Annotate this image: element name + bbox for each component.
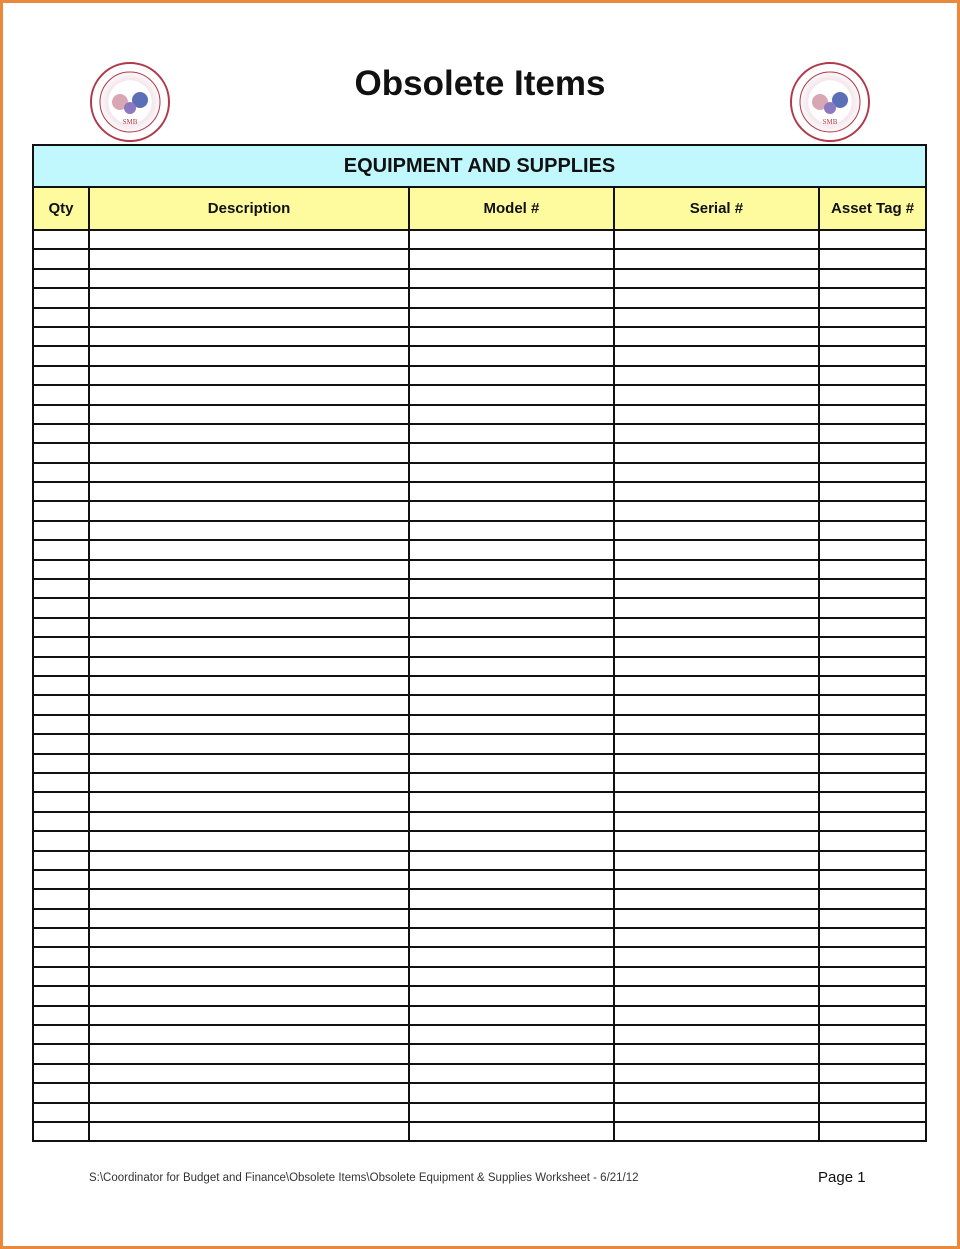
table-row	[33, 443, 926, 462]
cell-serial[interactable]	[614, 715, 819, 734]
cell-qty[interactable]	[33, 754, 89, 773]
cell-serial[interactable]	[614, 928, 819, 947]
cell-model[interactable]	[409, 1083, 614, 1102]
cell-model[interactable]	[409, 831, 614, 850]
cell-qty[interactable]	[33, 540, 89, 559]
cell-model[interactable]	[409, 909, 614, 928]
table-row	[33, 1083, 926, 1102]
cell-qty[interactable]	[33, 521, 89, 540]
cell-description[interactable]	[89, 947, 409, 966]
cell-qty[interactable]	[33, 424, 89, 443]
cell-asset-tag[interactable]	[819, 482, 926, 501]
cell-serial[interactable]	[614, 230, 819, 249]
cell-model[interactable]	[409, 657, 614, 676]
cell-qty[interactable]	[33, 1122, 89, 1141]
cell-asset-tag[interactable]	[819, 657, 926, 676]
cell-qty[interactable]	[33, 405, 89, 424]
cell-serial[interactable]	[614, 482, 819, 501]
cell-qty[interactable]	[33, 831, 89, 850]
cell-description[interactable]	[89, 967, 409, 986]
cell-asset-tag[interactable]	[819, 1083, 926, 1102]
cell-qty[interactable]	[33, 909, 89, 928]
cell-qty[interactable]	[33, 327, 89, 346]
cell-model[interactable]	[409, 773, 614, 792]
cell-qty[interactable]	[33, 928, 89, 947]
cell-serial[interactable]	[614, 986, 819, 1005]
cell-model[interactable]	[409, 928, 614, 947]
cell-asset-tag[interactable]	[819, 424, 926, 443]
cell-qty[interactable]	[33, 812, 89, 831]
cell-serial[interactable]	[614, 909, 819, 928]
cell-description[interactable]	[89, 230, 409, 249]
cell-model[interactable]	[409, 269, 614, 288]
table-row	[33, 327, 926, 346]
column-header-model: Model #	[409, 187, 614, 230]
cell-model[interactable]	[409, 327, 614, 346]
cell-description[interactable]	[89, 831, 409, 850]
cell-qty[interactable]	[33, 657, 89, 676]
cell-qty[interactable]	[33, 308, 89, 327]
cell-qty[interactable]	[33, 773, 89, 792]
cell-qty[interactable]	[33, 560, 89, 579]
cell-description[interactable]	[89, 385, 409, 404]
cell-description[interactable]	[89, 1006, 409, 1025]
table-row	[33, 1044, 926, 1063]
cell-description[interactable]	[89, 715, 409, 734]
cell-description[interactable]	[89, 560, 409, 579]
cell-asset-tag[interactable]	[819, 967, 926, 986]
cell-qty[interactable]	[33, 598, 89, 617]
cell-qty[interactable]	[33, 443, 89, 462]
cell-description[interactable]	[89, 1103, 409, 1122]
cell-qty[interactable]	[33, 792, 89, 811]
cell-asset-tag[interactable]	[819, 851, 926, 870]
cell-description[interactable]	[89, 812, 409, 831]
cell-model[interactable]	[409, 792, 614, 811]
table-row	[33, 618, 926, 637]
table-row	[33, 947, 926, 966]
cell-asset-tag[interactable]	[819, 443, 926, 462]
cell-qty[interactable]	[33, 1064, 89, 1083]
cell-description[interactable]	[89, 986, 409, 1005]
cell-model[interactable]	[409, 405, 614, 424]
cell-description[interactable]	[89, 346, 409, 365]
table-row	[33, 695, 926, 714]
cell-asset-tag[interactable]	[819, 734, 926, 753]
cell-model[interactable]	[409, 695, 614, 714]
cell-asset-tag[interactable]	[819, 695, 926, 714]
cell-model[interactable]	[409, 889, 614, 908]
cell-asset-tag[interactable]	[819, 889, 926, 908]
table-row	[33, 463, 926, 482]
cell-description[interactable]	[89, 482, 409, 501]
cell-model[interactable]	[409, 870, 614, 889]
cell-serial[interactable]	[614, 1083, 819, 1102]
cell-qty[interactable]	[33, 1006, 89, 1025]
column-header-qty: Qty	[33, 187, 89, 230]
cell-description[interactable]	[89, 405, 409, 424]
cell-asset-tag[interactable]	[819, 308, 926, 327]
svg-text:SMB: SMB	[822, 118, 838, 126]
cell-description[interactable]	[89, 1122, 409, 1141]
footer-file-path: S:\Coordinator for Budget and Finance\Obsolete Items\Obsolete Equipment & Supplies Worksheet - 6/21/12	[89, 1172, 639, 1184]
cell-serial[interactable]	[614, 366, 819, 385]
cell-model[interactable]	[409, 947, 614, 966]
cell-serial[interactable]	[614, 463, 819, 482]
table-row	[33, 385, 926, 404]
table-row	[33, 521, 926, 540]
cell-description[interactable]	[89, 501, 409, 520]
cell-serial[interactable]	[614, 637, 819, 656]
table-row	[33, 405, 926, 424]
cell-qty[interactable]	[33, 695, 89, 714]
column-header-serial: Serial #	[614, 187, 819, 230]
cell-asset-tag[interactable]	[819, 288, 926, 307]
cell-description[interactable]	[89, 463, 409, 482]
cell-asset-tag[interactable]	[819, 521, 926, 540]
table-row	[33, 540, 926, 559]
table-row	[33, 889, 926, 908]
cell-qty[interactable]	[33, 269, 89, 288]
table-row	[33, 598, 926, 617]
table-row	[33, 870, 926, 889]
cell-asset-tag[interactable]	[819, 540, 926, 559]
cell-model[interactable]	[409, 308, 614, 327]
cell-model[interactable]	[409, 501, 614, 520]
cell-model[interactable]	[409, 385, 614, 404]
cell-model[interactable]	[409, 734, 614, 753]
cell-description[interactable]	[89, 288, 409, 307]
table-row	[33, 249, 926, 268]
table-row	[33, 928, 926, 947]
cell-serial[interactable]	[614, 792, 819, 811]
cell-serial[interactable]	[614, 676, 819, 695]
items-table	[32, 144, 927, 1142]
cell-asset-tag[interactable]	[819, 1064, 926, 1083]
cell-asset-tag[interactable]	[819, 1025, 926, 1044]
cell-description[interactable]	[89, 366, 409, 385]
cell-qty[interactable]	[33, 579, 89, 598]
cell-serial[interactable]	[614, 889, 819, 908]
cell-model[interactable]	[409, 1064, 614, 1083]
cell-qty[interactable]	[33, 734, 89, 753]
cell-model[interactable]	[409, 288, 614, 307]
cell-model[interactable]	[409, 482, 614, 501]
cell-serial[interactable]	[614, 1064, 819, 1083]
cell-asset-tag[interactable]	[819, 870, 926, 889]
table-row	[33, 308, 926, 327]
cell-serial[interactable]	[614, 618, 819, 637]
page-title: Obsolete Items	[354, 64, 606, 103]
cell-asset-tag[interactable]	[819, 715, 926, 734]
cell-asset-tag[interactable]	[819, 501, 926, 520]
cell-serial[interactable]	[614, 288, 819, 307]
cell-qty[interactable]	[33, 947, 89, 966]
cell-model[interactable]	[409, 366, 614, 385]
cell-model[interactable]	[409, 346, 614, 365]
table-row	[33, 560, 926, 579]
cell-asset-tag[interactable]	[819, 598, 926, 617]
cell-serial[interactable]	[614, 695, 819, 714]
cell-description[interactable]	[89, 540, 409, 559]
table-row	[33, 1122, 926, 1141]
cell-model[interactable]	[409, 967, 614, 986]
table-row	[33, 579, 926, 598]
cell-description[interactable]	[89, 928, 409, 947]
cell-description[interactable]	[89, 637, 409, 656]
cell-qty[interactable]	[33, 249, 89, 268]
cell-serial[interactable]	[614, 501, 819, 520]
cell-asset-tag[interactable]	[819, 754, 926, 773]
cell-serial[interactable]	[614, 1122, 819, 1141]
cell-qty[interactable]	[33, 1044, 89, 1063]
cell-model[interactable]	[409, 424, 614, 443]
table-row	[33, 986, 926, 1005]
cell-model[interactable]	[409, 230, 614, 249]
cell-serial[interactable]	[614, 1006, 819, 1025]
cell-serial[interactable]	[614, 1103, 819, 1122]
cell-description[interactable]	[89, 851, 409, 870]
table-row	[33, 288, 926, 307]
column-header-description: Description	[89, 187, 409, 230]
cell-model[interactable]	[409, 1025, 614, 1044]
cell-model[interactable]	[409, 463, 614, 482]
table-row	[33, 482, 926, 501]
cell-description[interactable]	[89, 1064, 409, 1083]
table-row	[33, 637, 926, 656]
column-header-asset-tag: Asset Tag #	[819, 187, 926, 230]
cell-qty[interactable]	[33, 715, 89, 734]
cell-serial[interactable]	[614, 851, 819, 870]
cell-description[interactable]	[89, 521, 409, 540]
cell-asset-tag[interactable]	[819, 1006, 926, 1025]
cell-qty[interactable]	[33, 967, 89, 986]
cell-description[interactable]	[89, 889, 409, 908]
cell-description[interactable]	[89, 598, 409, 617]
cell-model[interactable]	[409, 249, 614, 268]
table-row	[33, 773, 926, 792]
cell-model[interactable]	[409, 560, 614, 579]
cell-serial[interactable]	[614, 1044, 819, 1063]
cell-description[interactable]	[89, 676, 409, 695]
cell-description[interactable]	[89, 443, 409, 462]
cell-serial[interactable]	[614, 540, 819, 559]
cell-asset-tag[interactable]	[819, 385, 926, 404]
cell-asset-tag[interactable]	[819, 327, 926, 346]
cell-description[interactable]	[89, 754, 409, 773]
cell-serial[interactable]	[614, 521, 819, 540]
cell-asset-tag[interactable]	[819, 812, 926, 831]
cell-asset-tag[interactable]	[819, 1103, 926, 1122]
cell-serial[interactable]	[614, 598, 819, 617]
table-row	[33, 792, 926, 811]
cell-serial[interactable]	[614, 773, 819, 792]
cell-model[interactable]	[409, 715, 614, 734]
table-row	[33, 230, 926, 249]
cell-asset-tag[interactable]	[819, 831, 926, 850]
cell-serial[interactable]	[614, 967, 819, 986]
table-row	[33, 1064, 926, 1083]
cell-model[interactable]	[409, 676, 614, 695]
cell-asset-tag[interactable]	[819, 1122, 926, 1141]
cell-qty[interactable]	[33, 482, 89, 501]
page-number: Page 1	[818, 1169, 866, 1186]
cell-asset-tag[interactable]	[819, 366, 926, 385]
cell-serial[interactable]	[614, 947, 819, 966]
table-row	[33, 424, 926, 443]
table-row	[33, 366, 926, 385]
cell-asset-tag[interactable]	[819, 928, 926, 947]
cell-model[interactable]	[409, 540, 614, 559]
cell-qty[interactable]	[33, 618, 89, 637]
cell-qty[interactable]	[33, 870, 89, 889]
cell-serial[interactable]	[614, 812, 819, 831]
cell-description[interactable]	[89, 424, 409, 443]
cell-qty[interactable]	[33, 1025, 89, 1044]
cell-qty[interactable]	[33, 851, 89, 870]
table-row	[33, 812, 926, 831]
cell-serial[interactable]	[614, 734, 819, 753]
cell-model[interactable]	[409, 812, 614, 831]
table-row	[33, 501, 926, 520]
svg-text:SMB: SMB	[122, 118, 138, 126]
table-row	[33, 831, 926, 850]
cell-model[interactable]	[409, 521, 614, 540]
cell-qty[interactable]	[33, 889, 89, 908]
cell-serial[interactable]	[614, 870, 819, 889]
cell-serial[interactable]	[614, 327, 819, 346]
cell-qty[interactable]	[33, 676, 89, 695]
cell-model[interactable]	[409, 851, 614, 870]
cell-serial[interactable]	[614, 579, 819, 598]
cell-asset-tag[interactable]	[819, 676, 926, 695]
table-row	[33, 1006, 926, 1025]
cell-serial[interactable]	[614, 269, 819, 288]
cell-description[interactable]	[89, 249, 409, 268]
cell-model[interactable]	[409, 1044, 614, 1063]
cell-qty[interactable]	[33, 501, 89, 520]
cell-serial[interactable]	[614, 831, 819, 850]
cell-description[interactable]	[89, 870, 409, 889]
cell-qty[interactable]	[33, 385, 89, 404]
table-row	[33, 657, 926, 676]
cell-qty[interactable]	[33, 288, 89, 307]
cell-serial[interactable]	[614, 1025, 819, 1044]
table-row	[33, 676, 926, 695]
cell-model[interactable]	[409, 598, 614, 617]
cell-asset-tag[interactable]	[819, 269, 926, 288]
table-row	[33, 1103, 926, 1122]
table-row	[33, 269, 926, 288]
cell-description[interactable]	[89, 1083, 409, 1102]
cell-model[interactable]	[409, 618, 614, 637]
cell-description[interactable]	[89, 657, 409, 676]
cell-description[interactable]	[89, 269, 409, 288]
cell-model[interactable]	[409, 579, 614, 598]
cell-serial[interactable]	[614, 308, 819, 327]
cell-description[interactable]	[89, 308, 409, 327]
cell-asset-tag[interactable]	[819, 230, 926, 249]
cell-model[interactable]	[409, 637, 614, 656]
cell-model[interactable]	[409, 1006, 614, 1025]
cell-qty[interactable]	[33, 366, 89, 385]
cell-serial[interactable]	[614, 405, 819, 424]
cell-model[interactable]	[409, 986, 614, 1005]
cell-serial[interactable]	[614, 249, 819, 268]
cell-asset-tag[interactable]	[819, 560, 926, 579]
table-row	[33, 346, 926, 365]
cell-qty[interactable]	[33, 346, 89, 365]
section-title: EQUIPMENT AND SUPPLIES	[33, 145, 926, 187]
cell-asset-tag[interactable]	[819, 986, 926, 1005]
cell-model[interactable]	[409, 443, 614, 462]
cell-asset-tag[interactable]	[819, 637, 926, 656]
cell-description[interactable]	[89, 579, 409, 598]
cell-description[interactable]	[89, 792, 409, 811]
cell-description[interactable]	[89, 909, 409, 928]
cell-asset-tag[interactable]	[819, 579, 926, 598]
cell-asset-tag[interactable]	[819, 346, 926, 365]
cell-serial[interactable]	[614, 346, 819, 365]
cell-description[interactable]	[89, 1025, 409, 1044]
table-row	[33, 1025, 926, 1044]
cell-qty[interactable]	[33, 1103, 89, 1122]
cell-description[interactable]	[89, 773, 409, 792]
cell-model[interactable]	[409, 1103, 614, 1122]
cell-asset-tag[interactable]	[819, 773, 926, 792]
table-row	[33, 967, 926, 986]
cell-asset-tag[interactable]	[819, 249, 926, 268]
cell-qty[interactable]	[33, 1083, 89, 1102]
table-row	[33, 851, 926, 870]
table-row	[33, 734, 926, 753]
cell-serial[interactable]	[614, 657, 819, 676]
cell-asset-tag[interactable]	[819, 909, 926, 928]
cell-model[interactable]	[409, 754, 614, 773]
table-row	[33, 715, 926, 734]
cell-asset-tag[interactable]	[819, 618, 926, 637]
cell-description[interactable]	[89, 734, 409, 753]
cell-qty[interactable]	[33, 463, 89, 482]
cell-serial[interactable]	[614, 385, 819, 404]
cell-serial[interactable]	[614, 560, 819, 579]
cell-asset-tag[interactable]	[819, 947, 926, 966]
cell-asset-tag[interactable]	[819, 463, 926, 482]
cell-description[interactable]	[89, 327, 409, 346]
cell-qty[interactable]	[33, 986, 89, 1005]
cell-qty[interactable]	[33, 230, 89, 249]
cell-description[interactable]	[89, 618, 409, 637]
cell-description[interactable]	[89, 695, 409, 714]
table-row	[33, 754, 926, 773]
cell-serial[interactable]	[614, 424, 819, 443]
cell-qty[interactable]	[33, 637, 89, 656]
cell-serial[interactable]	[614, 754, 819, 773]
cell-asset-tag[interactable]	[819, 792, 926, 811]
table-row	[33, 909, 926, 928]
cell-asset-tag[interactable]	[819, 1044, 926, 1063]
cell-description[interactable]	[89, 1044, 409, 1063]
cell-asset-tag[interactable]	[819, 405, 926, 424]
cell-model[interactable]	[409, 1122, 614, 1141]
cell-serial[interactable]	[614, 443, 819, 462]
